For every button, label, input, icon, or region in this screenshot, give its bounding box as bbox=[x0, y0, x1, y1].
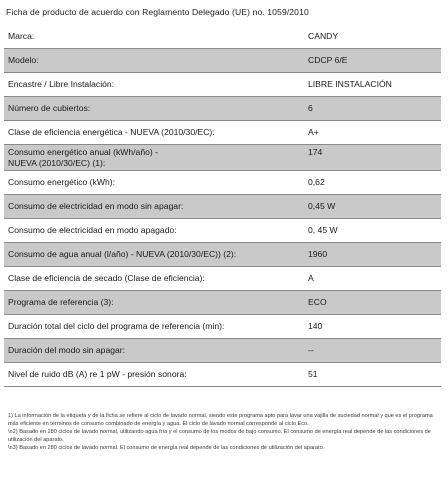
row-label: Consumo energético anual (kWh/año) - NUEVA (2010/30/EC) (1): bbox=[8, 147, 158, 168]
row-label: Clase de eficiencia de secado (Clase de eficiencia): bbox=[8, 273, 205, 283]
table-row bbox=[4, 363, 441, 387]
table-row bbox=[4, 97, 441, 121]
table-row bbox=[4, 171, 441, 195]
table-row bbox=[4, 73, 441, 97]
row-label: Modelo: bbox=[8, 55, 39, 65]
table-row bbox=[4, 243, 441, 267]
sheet-heading: Ficha de producto de acuerdo con Reglamento Delegado (UE) no. 1059/2010 bbox=[6, 7, 309, 17]
row-label: Clase de eficiencia energética - NUEVA (2010/30/EC): bbox=[8, 127, 215, 137]
row-label: Número de cubiertos: bbox=[8, 103, 91, 113]
table-row bbox=[4, 49, 441, 73]
row-value: A bbox=[308, 273, 314, 283]
row-label: Consumo de electricidad en modo sin apagar: bbox=[8, 201, 184, 211]
row-value: LIBRE INSTALACIÓN bbox=[308, 79, 392, 89]
row-value: A+ bbox=[308, 127, 319, 137]
row-label: Programa de referencia (3): bbox=[8, 297, 114, 307]
row-value: 0, 45 W bbox=[308, 225, 338, 235]
row-label: Encastre / Libre Instalación: bbox=[8, 79, 115, 89]
row-value: 6 bbox=[308, 103, 313, 113]
row-value: CDCP 6/E bbox=[308, 55, 348, 65]
row-value: 0,62 bbox=[308, 177, 325, 187]
table-row bbox=[4, 145, 441, 171]
row-value: 174 bbox=[308, 147, 323, 157]
row-label: Duración total del ciclo del programa de referencia (min): bbox=[8, 321, 225, 331]
table-row bbox=[4, 219, 441, 243]
table-row bbox=[4, 195, 441, 219]
product-table bbox=[4, 26, 441, 387]
table-row bbox=[4, 291, 441, 315]
row-label: Marca: bbox=[8, 31, 35, 41]
row-label: Duración del modo sin apagar: bbox=[8, 345, 126, 355]
row-value: 140 bbox=[308, 321, 323, 331]
table-row bbox=[4, 267, 441, 291]
table-row bbox=[4, 339, 441, 363]
row-label: Consumo de electricidad en modo apagado: bbox=[8, 225, 177, 235]
row-value: CANDY bbox=[308, 31, 339, 41]
row-value: 51 bbox=[308, 369, 318, 379]
row-label: Consumo de agua anual (l/año) - NUEVA (2010/30/EC)) (2): bbox=[8, 249, 237, 259]
row-value: -- bbox=[308, 345, 314, 355]
table-row bbox=[4, 121, 441, 145]
table-row bbox=[4, 315, 441, 339]
footnote-3: \n3) Basado en 280 ciclos de lavado normal. El consumo de energía real depende de las condiciones de utilización del aparato. bbox=[8, 445, 325, 452]
footnote-1: 1) La información de la etiqueta y de la ficha se refiere al ciclo de lavado normal, siendo este programa apto para lavar una vajilla de suciedad normal y que es el programa más eficiente en términos de consumo combinado de energía y agua. El ciclo de lavado normal corresponde al ciclo Eco. bbox=[8, 413, 433, 428]
table-row bbox=[4, 26, 441, 49]
footnotes bbox=[8, 412, 440, 452]
footnote-2: \n2) Basado en 280 ciclos de lavado normal, utilizando agua fría y el consumo de los modos de bajo consumo. El consumo de energía real depende de las condiciones de utilización del aparato. bbox=[8, 429, 431, 444]
row-value: 0,45 W bbox=[308, 201, 336, 211]
row-label: Nivel de ruido dB (A) re 1 pW - presión sonora: bbox=[8, 369, 187, 379]
row-value: 1960 bbox=[308, 249, 328, 259]
row-label: Consumo energético (kWh): bbox=[8, 177, 115, 187]
row-value: ECO bbox=[308, 297, 327, 307]
